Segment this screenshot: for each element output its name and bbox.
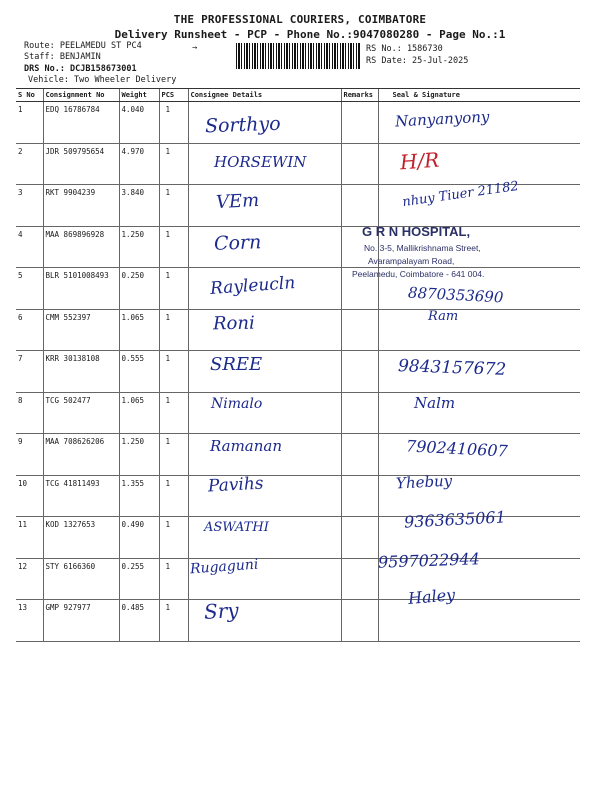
cell-consignment: KRR 30138108 xyxy=(43,351,119,393)
cell-weight: 1.355 xyxy=(119,475,159,517)
cell-consignee xyxy=(188,309,341,351)
drs-number: DRS No.: DCJB158673001 xyxy=(24,64,137,74)
consignee-handwriting: VEm xyxy=(215,190,260,214)
cell-weight: 0.485 xyxy=(119,600,159,642)
runsheet-title: Delivery Runsheet - PCP - Phone No.:9047080280 - Page No.:1 xyxy=(114,28,506,41)
cell-remarks xyxy=(341,309,378,351)
cell-remarks xyxy=(341,558,378,600)
stamp-line-1: No. 3-5, Mallikrishnama Street, xyxy=(364,243,481,253)
cell-remarks xyxy=(341,143,378,185)
table-header-row xyxy=(16,89,580,102)
table-row xyxy=(16,309,580,351)
cell-pcs: 1 xyxy=(159,475,188,517)
signature-handwriting: H/R xyxy=(399,147,441,174)
route-label: Route: PEELAMEDU ST PC4 xyxy=(24,41,142,51)
cell-sno: 3 xyxy=(16,185,43,227)
col-header-pcs: PCS xyxy=(159,89,188,102)
cell-weight: 1.065 xyxy=(119,392,159,434)
cell-sno: 12 xyxy=(16,558,43,600)
cell-consignment: BLR 5101008493 xyxy=(43,268,119,310)
cell-consignment: EDQ 16786784 xyxy=(43,102,119,144)
cell-pcs: 1 xyxy=(159,600,188,642)
col-header-signature: Seal & Signature xyxy=(378,89,580,102)
cell-consignment: TCG 502477 xyxy=(43,392,119,434)
cell-remarks xyxy=(341,600,378,642)
vehicle-label: Vehicle: Two Wheeler Delivery xyxy=(28,75,177,85)
cell-weight: 1.065 xyxy=(119,309,159,351)
col-header-sno: S No xyxy=(16,89,43,102)
cell-weight: 3.840 xyxy=(119,185,159,227)
cell-consignment: KOD 1327653 xyxy=(43,517,119,559)
table-row xyxy=(16,558,580,600)
cell-weight: 0.255 xyxy=(119,558,159,600)
col-header-consignment: Consignment No xyxy=(43,89,119,102)
company-title: THE PROFESSIONAL COURIERS, COIMBATORE xyxy=(173,13,427,26)
cell-weight: 0.250 xyxy=(119,268,159,310)
cell-pcs: 1 xyxy=(159,185,188,227)
consignee-handwriting: Rugaguni xyxy=(189,556,259,577)
cell-remarks xyxy=(341,185,378,227)
cell-weight: 0.555 xyxy=(119,351,159,393)
stamp-line-2: Avarampalayam Road, xyxy=(368,256,455,266)
cell-pcs: 1 xyxy=(159,226,188,268)
cell-consignment: TCG 41811493 xyxy=(43,475,119,517)
cell-sno: 6 xyxy=(16,309,43,351)
arrow-mark: → xyxy=(192,43,198,53)
cell-sno: 4 xyxy=(16,226,43,268)
cell-sno: 8 xyxy=(16,392,43,434)
signature-handwriting: nhuy Tiuer 21182 xyxy=(401,179,520,211)
cell-sno: 2 xyxy=(16,143,43,185)
cell-weight: 1.250 xyxy=(119,434,159,476)
cell-pcs: 1 xyxy=(159,558,188,600)
cell-weight: 4.040 xyxy=(119,102,159,144)
signature-handwriting: 9597022944 xyxy=(377,548,481,572)
cell-pcs: 1 xyxy=(159,309,188,351)
cell-consignment: MAA 708626206 xyxy=(43,434,119,476)
cell-sno: 11 xyxy=(16,517,43,559)
cell-pcs: 1 xyxy=(159,434,188,476)
cell-weight: 1.250 xyxy=(119,226,159,268)
staff-label: Staff: BENJAMIN xyxy=(24,52,101,62)
signature-handwriting: Haley xyxy=(407,585,456,609)
col-header-remarks: Remarks xyxy=(341,89,378,102)
consignee-handwriting: Nimalo xyxy=(211,396,263,413)
cell-sno: 9 xyxy=(16,434,43,476)
cell-remarks xyxy=(341,434,378,476)
signature-handwriting: 7902410607 xyxy=(405,436,509,461)
consignee-handwriting: SREE xyxy=(210,353,263,375)
cell-consignment: JDR 509795654 xyxy=(43,143,119,185)
consignee-handwriting: HORSEWIN xyxy=(214,152,307,171)
cell-pcs: 1 xyxy=(159,351,188,393)
barcode xyxy=(236,43,360,69)
consignee-handwriting: ASWATHI xyxy=(204,520,269,535)
cell-remarks xyxy=(341,475,378,517)
cell-signature xyxy=(378,392,580,434)
consignee-handwriting: Roni xyxy=(212,312,255,335)
table-row xyxy=(16,600,580,642)
cell-consignment: MAA 869896928 xyxy=(43,226,119,268)
cell-consignment: GMP 927977 xyxy=(43,600,119,642)
cell-remarks xyxy=(341,517,378,559)
consignee-handwriting: Sry xyxy=(203,598,240,625)
col-header-weight: Weight xyxy=(119,89,159,102)
signature-handwriting: 9843157672 xyxy=(397,355,507,380)
cell-pcs: 1 xyxy=(159,268,188,310)
cell-sno: 10 xyxy=(16,475,43,517)
stamp-name: G R N HOSPITAL, xyxy=(362,224,471,239)
consignee-handwriting: Sorthyo xyxy=(204,112,281,138)
signature-handwriting: Nalm xyxy=(414,394,456,413)
table-row xyxy=(16,102,580,144)
signature-handwriting: 8870353690 xyxy=(407,283,504,307)
cell-pcs: 1 xyxy=(159,143,188,185)
cell-remarks xyxy=(341,351,378,393)
cell-sno: 1 xyxy=(16,102,43,144)
consignee-handwriting: Rayleucln xyxy=(209,273,296,300)
signature-handwriting: Yhebuy xyxy=(395,471,453,493)
table-row xyxy=(16,226,580,268)
cell-weight: 4.970 xyxy=(119,143,159,185)
cell-consignee xyxy=(188,185,341,227)
consignee-handwriting: Corn xyxy=(213,230,262,255)
cell-sno: 5 xyxy=(16,268,43,310)
cell-pcs: 1 xyxy=(159,517,188,559)
rs-number: RS No.: 1586730 xyxy=(366,44,443,54)
table-row xyxy=(16,392,580,434)
rs-date: RS Date: 25-Jul-2025 xyxy=(366,56,469,66)
consignee-handwriting: Ramanan xyxy=(210,436,283,455)
cell-consignment: CMM 552397 xyxy=(43,309,119,351)
cell-remarks xyxy=(341,102,378,144)
cell-pcs: 1 xyxy=(159,102,188,144)
cell-consignment: RKT 9904239 xyxy=(43,185,119,227)
signature-handwriting: 9363635061 xyxy=(403,507,507,532)
cell-consignee xyxy=(188,226,341,268)
stamp-line-3: Peelamedu, Coimbatore - 641 004. xyxy=(352,269,485,279)
signature-handwriting: Nanyanyony xyxy=(394,107,490,131)
col-header-consignee: Consignee Details xyxy=(188,89,341,102)
consignee-handwriting: Pavihs xyxy=(207,473,265,497)
cell-signature xyxy=(378,309,580,351)
cell-sno: 7 xyxy=(16,351,43,393)
signature-handwriting: Ram xyxy=(428,309,459,324)
cell-sno: 13 xyxy=(16,600,43,642)
cell-consignment: STY 6166360 xyxy=(43,558,119,600)
cell-pcs: 1 xyxy=(159,392,188,434)
cell-weight: 0.490 xyxy=(119,517,159,559)
cell-remarks xyxy=(341,392,378,434)
